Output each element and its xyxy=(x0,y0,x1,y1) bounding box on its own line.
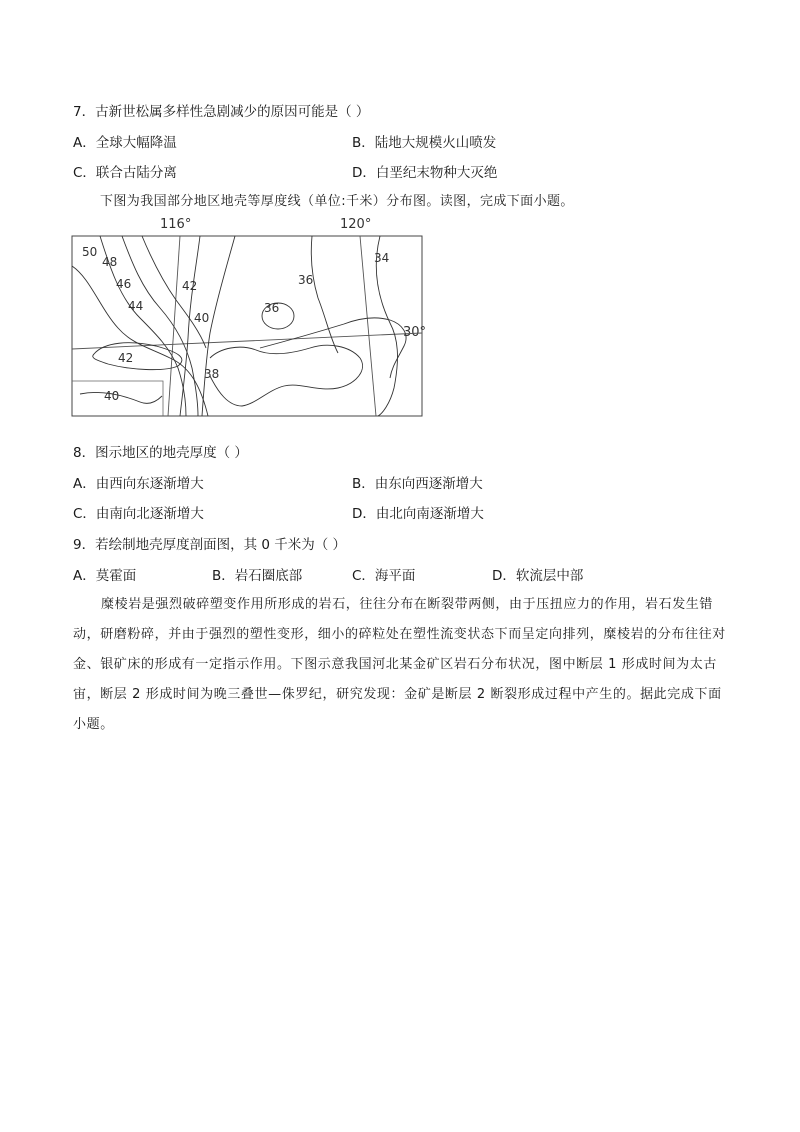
contour-42-closed xyxy=(93,343,182,370)
question-8-option-a: A．由西向东逐渐增大 xyxy=(73,476,204,492)
contour-40-main xyxy=(202,236,235,416)
contour-36-north xyxy=(311,236,338,353)
lon-label-116: 116° xyxy=(160,217,192,232)
crust-thickness-map xyxy=(60,208,430,420)
mylonite-passage xyxy=(73,590,733,740)
contour-label-34: 34 xyxy=(374,251,390,265)
question-9-option-c: C．海平面 xyxy=(352,568,416,584)
contour-label-40-sw: 40 xyxy=(104,389,120,403)
lat-label-30: 30° xyxy=(402,325,426,340)
contour-label-44: 44 xyxy=(128,299,144,313)
question-7-option-b: B．陆地大规模火山喷发 xyxy=(352,135,497,151)
contour-label-36-closed: 36 xyxy=(264,301,280,315)
passage-text: 糜棱岩是强烈破碎塑变作用所形成的岩石，往往分布在断裂带两侧，由于压扭应力的作用，岩石发生错动，研磨粉碎，并由于强烈的塑性变形，细小的碎粒处在塑性流变状态下而呈定向排列，糜棱岩的分布往往对金、银矿床的形成有一定指示作用。下图示意我国河北某金矿区岩石分布状况，图中断层 1 形成时间为太古宙，断层 2 形成时间为晚三叠世—侏罗纪，研究发现：金矿是断层 2 断裂形成过程中产生的。据此完成下面小题。 xyxy=(73,597,726,732)
lon-label-120: 120° xyxy=(340,217,372,232)
question-7-stem: 7．古新世松属多样性急剧减少的原因可能是（ ） xyxy=(73,104,370,120)
question-7-option-c: C．联合古陆分离 xyxy=(73,165,177,181)
question-7-option-a: A．全球大幅降温 xyxy=(73,135,177,151)
contour-40-sw xyxy=(80,392,162,403)
map-frame xyxy=(72,236,422,416)
question-9-option-b: B．岩石圈底部 xyxy=(212,568,303,584)
question-8-option-d: D．由北向南逐渐增大 xyxy=(352,506,484,522)
question-7-option-d: D．白垩纪末物种大灭绝 xyxy=(352,165,498,181)
contour-label-38: 38 xyxy=(204,367,220,381)
question-8-stem: 8．图示地区的地壳厚度（ ） xyxy=(73,445,248,461)
contour-label-42: 42 xyxy=(182,279,198,293)
contour-38 xyxy=(210,345,363,406)
contour-label-40: 40 xyxy=(194,311,210,325)
contour-label-48: 48 xyxy=(102,255,118,269)
coast-contour-east xyxy=(260,318,406,378)
question-9-stem: 9．若绘制地壳厚度剖面图，其 0 千米为（ ） xyxy=(73,537,347,553)
question-8-option-c: C．由南向北逐渐增大 xyxy=(73,506,204,522)
question-8-option-b: B．由东向西逐渐增大 xyxy=(352,476,483,492)
contour-46 xyxy=(122,236,198,416)
contour-42-main xyxy=(180,236,200,416)
contour-label-36-north: 36 xyxy=(298,273,314,287)
contour-label-42-closed: 42 xyxy=(118,351,134,365)
map-intro: 下图为我国部分地区地壳等厚度线（单位:千米）分布图。读图，完成下面小题。 xyxy=(100,194,574,209)
question-9-option-d: D．软流层中部 xyxy=(492,568,584,584)
contour-label-50: 50 xyxy=(82,245,98,259)
question-9-option-a: A．莫霍面 xyxy=(73,568,137,584)
contour-label-46: 46 xyxy=(116,277,132,291)
